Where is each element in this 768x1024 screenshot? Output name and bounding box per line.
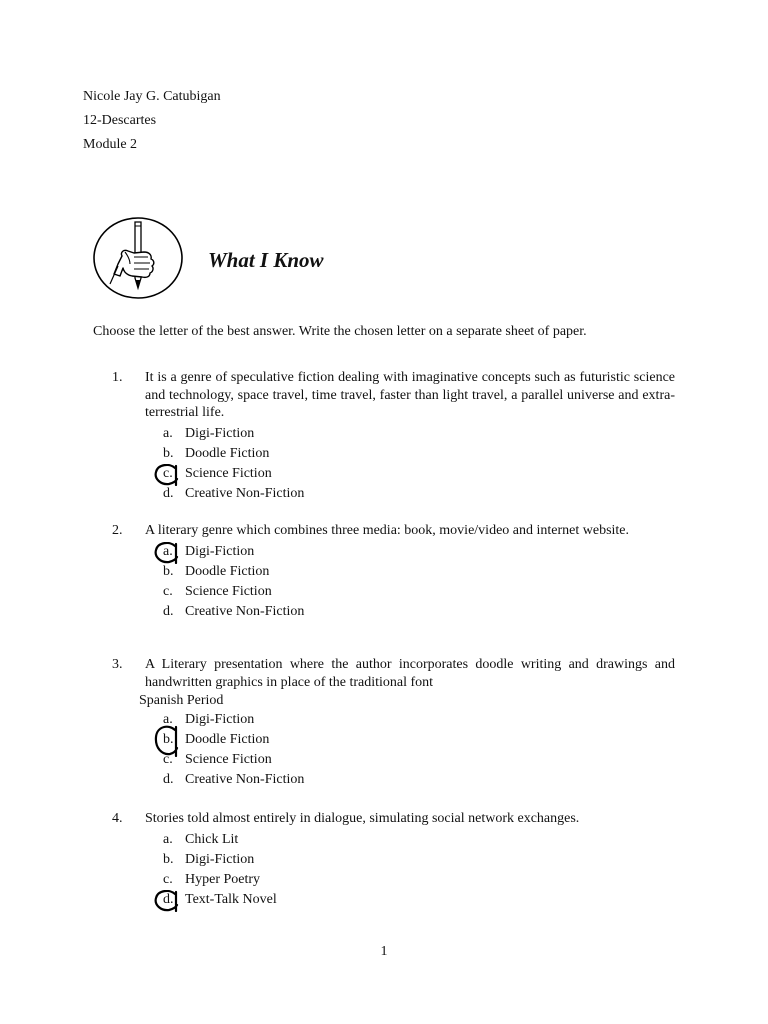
question-2 bbox=[112, 522, 675, 622]
choice-b[interactable]: b. Doodle Fiction bbox=[112, 730, 675, 750]
page-number: 1 bbox=[380, 944, 388, 959]
question-number: 4. bbox=[112, 811, 123, 826]
choice-d[interactable]: d. Creative Non-Fiction bbox=[163, 772, 305, 787]
hand-holding-pencil-icon bbox=[92, 216, 184, 300]
instructions: Choose the letter of the best answer. Write the chosen letter on a separate sheet of paper. bbox=[93, 324, 587, 339]
question-number: 1. bbox=[112, 370, 123, 385]
question-number: 2. bbox=[112, 523, 123, 538]
question-4 bbox=[112, 810, 675, 910]
choice-b[interactable]: b. Digi-Fiction bbox=[163, 851, 255, 867]
section-title: What I Know bbox=[208, 248, 324, 272]
question-3 bbox=[112, 656, 675, 790]
choice-a[interactable]: a. Chick Lit bbox=[163, 831, 239, 847]
choice-d[interactable]: d. Creative Non-Fiction bbox=[163, 485, 305, 501]
choice-c[interactable]: c. Science Fiction bbox=[163, 583, 272, 599]
choice-a[interactable]: a. Digi-Fiction bbox=[163, 712, 255, 727]
question-text: It is a genre of speculative fiction dealing with imaginative concepts such as futuristic science and technology, space travel, time travel, faster than light travel, a parallel universe and extra-terrestrial life. bbox=[145, 370, 675, 420]
module-label: Module 2 bbox=[83, 137, 138, 152]
choice-list bbox=[112, 710, 675, 790]
choice-c[interactable]: c. Science Fiction bbox=[112, 464, 675, 484]
question-text: Stories told almost entirely in dialogue, simulating social network exchanges. bbox=[145, 811, 580, 826]
choice-list bbox=[112, 542, 675, 622]
student-name: Nicole Jay G. Catubigan bbox=[83, 89, 221, 104]
question-1 bbox=[112, 369, 675, 504]
question-text: A literary genre which combines three media: book, movie/video and internet website. bbox=[145, 523, 630, 538]
choice-d[interactable]: d. Creative Non-Fiction bbox=[163, 603, 305, 619]
choice-list bbox=[112, 424, 675, 504]
choice-c[interactable]: c. Hyper Poetry bbox=[163, 871, 261, 887]
choice-b[interactable]: b. Doodle Fiction bbox=[163, 445, 270, 461]
choice-list bbox=[112, 830, 675, 910]
question-text: A Literary presentation where the author incorporates doodle writing and drawings and handwritten graphics in place of the traditional font bbox=[145, 657, 675, 690]
choice-a[interactable]: a. Digi-Fiction bbox=[163, 425, 255, 441]
choice-c[interactable]: c. Science Fiction bbox=[163, 752, 272, 767]
student-section: 12-Descartes bbox=[83, 113, 157, 128]
choice-a[interactable]: a. Digi-Fiction bbox=[112, 542, 675, 562]
question-number: 3. bbox=[112, 657, 123, 672]
choice-b[interactable]: b. Doodle Fiction bbox=[163, 563, 270, 579]
question-note: Spanish Period bbox=[139, 693, 224, 708]
choice-d[interactable]: d. Text-Talk Novel bbox=[112, 890, 675, 910]
